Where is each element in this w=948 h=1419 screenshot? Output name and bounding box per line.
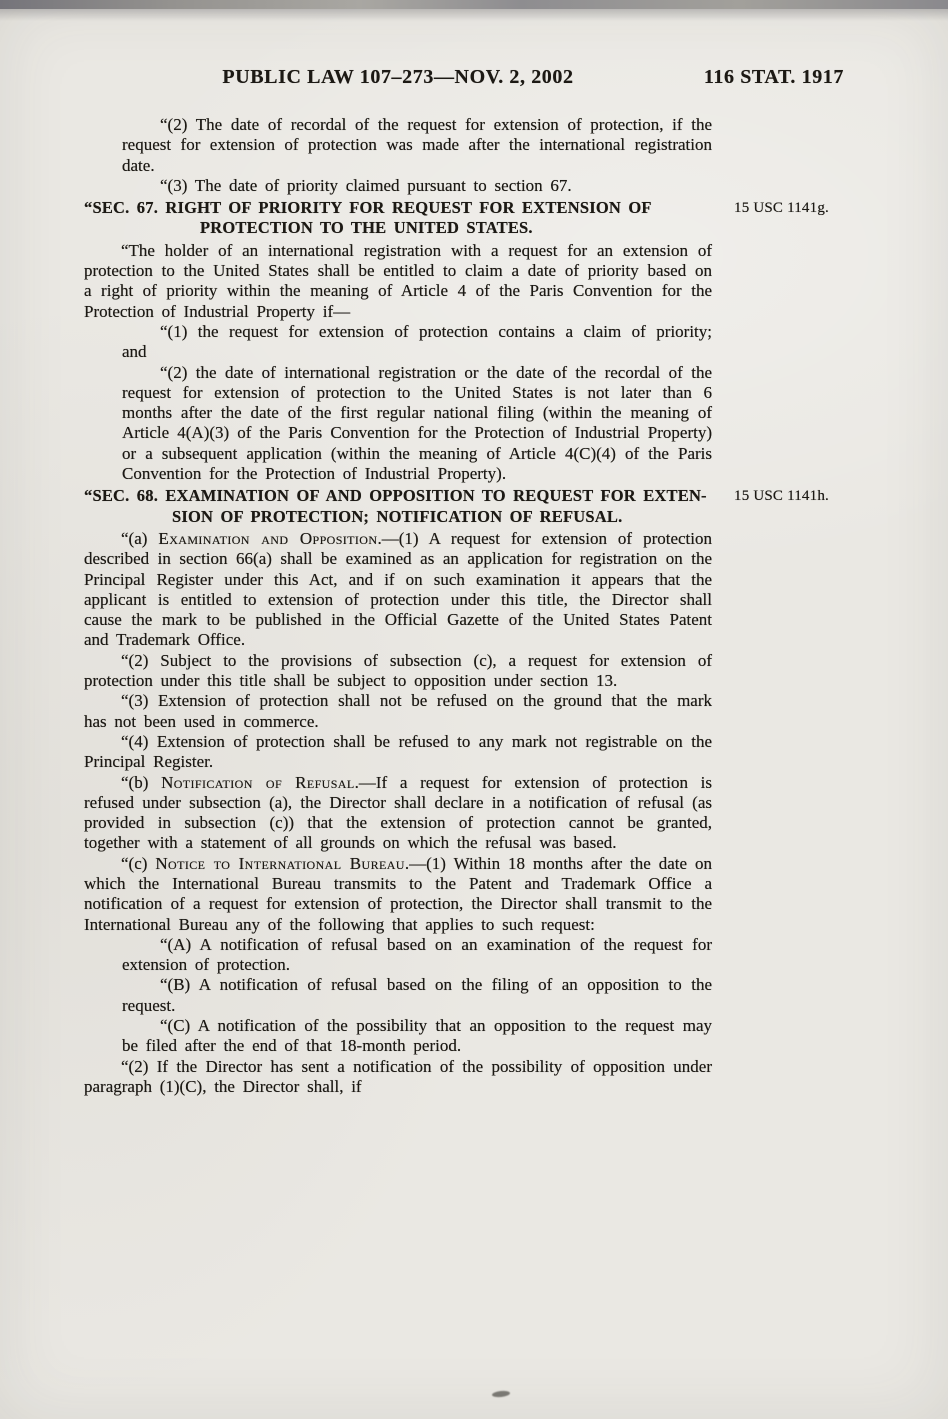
statute-paragraph: “(4) Extension of protection shall be refused to any mark not registrable on the Principal Register. xyxy=(84,731,712,772)
statute-paragraph: “(A) A notification of refusal based on an examination of the request for extension of protection. xyxy=(122,934,712,975)
stat-page-number: 116 STAT. 1917 xyxy=(703,66,844,88)
statute-paragraph: “(2) The date of recordal of the request for extension of protection, if the request for extension of protection was made after the international registration date. xyxy=(122,115,712,175)
running-header xyxy=(84,66,844,92)
statute-paragraph: “The holder of an international registration with a request for an extension of protection to the United States shall be entitled to claim a date of priority based on a right of priority within the meaning of Article 4 of the Paris Convention for the Protection of Industrial Property if— xyxy=(84,240,712,321)
statute-paragraph: “(2) Subject to the provisions of subsection (c), a request for extension of protection under this title shall be subject to opposition under section 13. xyxy=(84,650,712,691)
statute-paragraph: “(2) If the Director has sent a notification of the possibility of opposition under paragraph (1)(C), the Director shall, if xyxy=(84,1056,712,1096)
statute-paragraph: “(2) the date of international registration or the date of the recordal of the request for extension of protection to the United States is not later than 6 months after the date of the first regular national filing (within the meaning of Article 4(A)(3) of the Paris Convention for the Protection of Industrial Property) or a subsequent application (within the meaning of Article 4(C)(4) of the Paris Convention for the Protection of Industrial Property). xyxy=(122,362,712,484)
page-body xyxy=(84,115,829,1097)
scan-edge-artifact xyxy=(0,0,948,9)
statute-paragraph: “(a) Examination and Opposition.—(1) A request for extension of protection described in section 66(a) shall be examined as an application for registration on the Principal Register under this Act, and if on such examination it appears that the applicant is entitled to extension of protection under this title, the Director shall cause the mark to be published in the Official Gazette of the United States Patent and Trademark Office. xyxy=(84,528,713,650)
statute-paragraph: “(C) A notification of the possibility that an opposition to the request may be filed after the end of that 18-month period. xyxy=(122,1016,712,1056)
statute-paragraph: “(3) Extension of protection shall not be refused on the ground that the mark has not been used in commerce. xyxy=(84,691,712,731)
scan-smudge-artifact xyxy=(492,1390,511,1398)
uscode-margin-note: 15 USC 1141g. xyxy=(734,200,829,217)
law-title: PUBLIC LAW 107–273—NOV. 2, 2002 xyxy=(222,66,574,88)
section-heading: “SEC. 67. RIGHT OF PRIORITY FOR REQUEST FOR EXTENSION OF PROTECTION TO THE UNITED STATES. 15 USC 1141g. xyxy=(84,198,829,238)
statute-paragraph: “(B) A notification of refusal based on the filing of an opposition to the request. xyxy=(122,975,712,1015)
statute-paragraph: “(c) Notice to International Bureau.—(1) Within 18 months after the date on which the International Bureau transmits to the Patent and Trademark Office a notification of a request for extension of protection, the Director shall transmit to the International Bureau any of the following that applies to such request: xyxy=(84,853,712,934)
statute-paragraph: “(3) The date of priority claimed pursuant to section 67. xyxy=(160,175,572,195)
uscode-margin-note: 15 USC 1141h. xyxy=(734,488,829,505)
statute-paragraph: “(b) Notification of Refusal.—If a request for extension of protection is refused under subsection (a), the Director shall declare in a notification of refusal (as provided in subsection (c)) that the extension of protection cannot be granted, together with a statement of all grounds on which the refusal was based. xyxy=(84,772,713,853)
section-heading: “SEC. 68. EXAMINATION OF AND OPPOSITION TO REQUEST FOR EXTEN- SION OF PROTECTION; NOTIFICATION OF REFUSAL. 15 USC 1141h. xyxy=(84,486,829,526)
statute-paragraph: “(1) the request for extension of protection contains a claim of priority; and xyxy=(122,321,712,362)
